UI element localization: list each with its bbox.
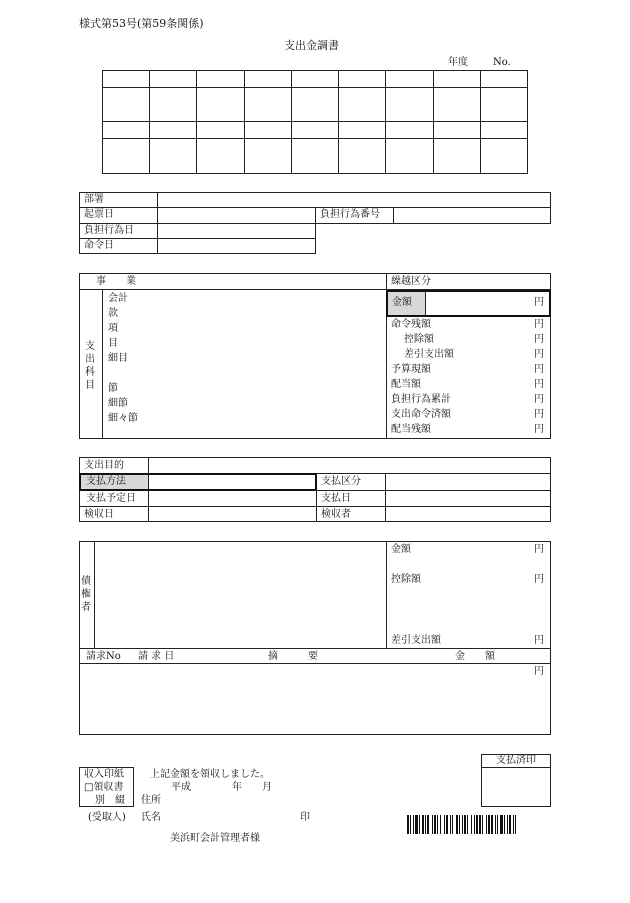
item-kan: 款	[108, 308, 118, 319]
yen-unit: 円	[534, 574, 544, 585]
category-label: 支出科目	[85, 341, 95, 391]
item-moku: 目	[108, 338, 118, 349]
no-label: No.	[493, 57, 511, 68]
yen-unit: 円	[534, 666, 544, 677]
amount-haitou-zan: 配当残額	[391, 424, 431, 435]
stamp-line1: 収入印紙	[84, 769, 124, 780]
year-label: 年	[232, 782, 242, 793]
amount-koujo: 控除額	[404, 334, 434, 345]
business-header: 事 業	[96, 276, 136, 287]
name-label: 氏名	[141, 812, 161, 823]
stamp-line3: 別 綴	[95, 795, 125, 806]
burden-act-number-label: 負担行為番号	[320, 209, 380, 220]
burden-act-date-label: 負担行為日	[84, 225, 134, 236]
scheduled-date-label: 支払予定日	[86, 493, 136, 504]
month-label: 月	[262, 782, 272, 793]
yen-unit: 円	[534, 379, 544, 390]
creditor-amount-label: 金額	[391, 544, 411, 555]
method-label: 支払方法	[86, 476, 126, 487]
yen-unit: 円	[534, 409, 544, 420]
issue-date-label: 起票日	[84, 209, 114, 220]
item-setsu: 節	[108, 383, 118, 394]
yen-unit: 円	[534, 424, 544, 435]
yen-unit: 円	[534, 544, 544, 555]
item-saisetsu: 細節	[108, 398, 128, 409]
stamp-line2: □領収書	[84, 782, 124, 793]
inspector-label: 検収者	[321, 509, 351, 520]
amount-meirei-zan: 命令残額	[391, 319, 431, 330]
year-label: 年度	[448, 57, 468, 68]
col-request-no: 請求No	[86, 651, 121, 662]
payment-date-label: 支払日	[321, 493, 351, 504]
received-text: 上記金額を領収しました。	[150, 769, 270, 780]
yen-unit: 円	[534, 635, 544, 646]
form-number: 様式第53号(第59条関係)	[79, 17, 204, 30]
col-amount: 金 額	[455, 651, 495, 662]
amount-sashihiki: 差引支出額	[404, 349, 454, 360]
page-title: 支出金調書	[284, 39, 339, 52]
yen-unit: 円	[534, 334, 544, 345]
yen-unit: 円	[534, 364, 544, 375]
division-label: 支払区分	[321, 476, 361, 487]
yen-unit: 円	[534, 319, 544, 330]
department-label: 部署	[84, 194, 104, 205]
amount-haitou: 配当額	[391, 379, 421, 390]
yen-unit: 円	[534, 349, 544, 360]
amount-futan-ruikei: 負担行為累計	[391, 394, 451, 405]
col-request-date: 請 求 日	[138, 651, 175, 662]
era-label: 平成	[171, 782, 191, 793]
purpose-label: 支出目的	[84, 460, 124, 471]
barcode	[407, 815, 551, 834]
item-saimoku: 細目	[108, 353, 128, 364]
carryover-header: 繰越区分	[391, 276, 431, 287]
item-saisaisetsu: 細々節	[108, 413, 138, 424]
approval-grid	[102, 70, 528, 174]
seal-mark: 印	[300, 812, 310, 823]
amount-yosan-gen: 予算現額	[391, 364, 431, 375]
creditor-net-payment-label: 差引支出額	[391, 635, 441, 646]
yen-unit: 円	[534, 394, 544, 405]
col-summary: 摘 要	[268, 651, 318, 662]
item-kaikei: 会計	[108, 293, 128, 304]
amount-label: 金額	[392, 297, 412, 308]
inspection-date-label: 検収日	[84, 509, 114, 520]
paid-stamp-label: 支払済印	[496, 755, 536, 766]
yen-unit: 円	[534, 297, 544, 308]
creditor-label: 債権者	[81, 576, 91, 613]
recipient-label: (受取人)	[88, 812, 126, 823]
order-date-label: 命令日	[84, 240, 114, 251]
item-kou: 項	[108, 323, 118, 334]
address-label: 住所	[141, 795, 161, 806]
creditor-deduction-label: 控除額	[391, 574, 421, 585]
amount-shishutsu-meirei-zumi: 支出命令済額	[391, 409, 451, 420]
addressee: 美浜町会計管理者様	[170, 833, 260, 844]
